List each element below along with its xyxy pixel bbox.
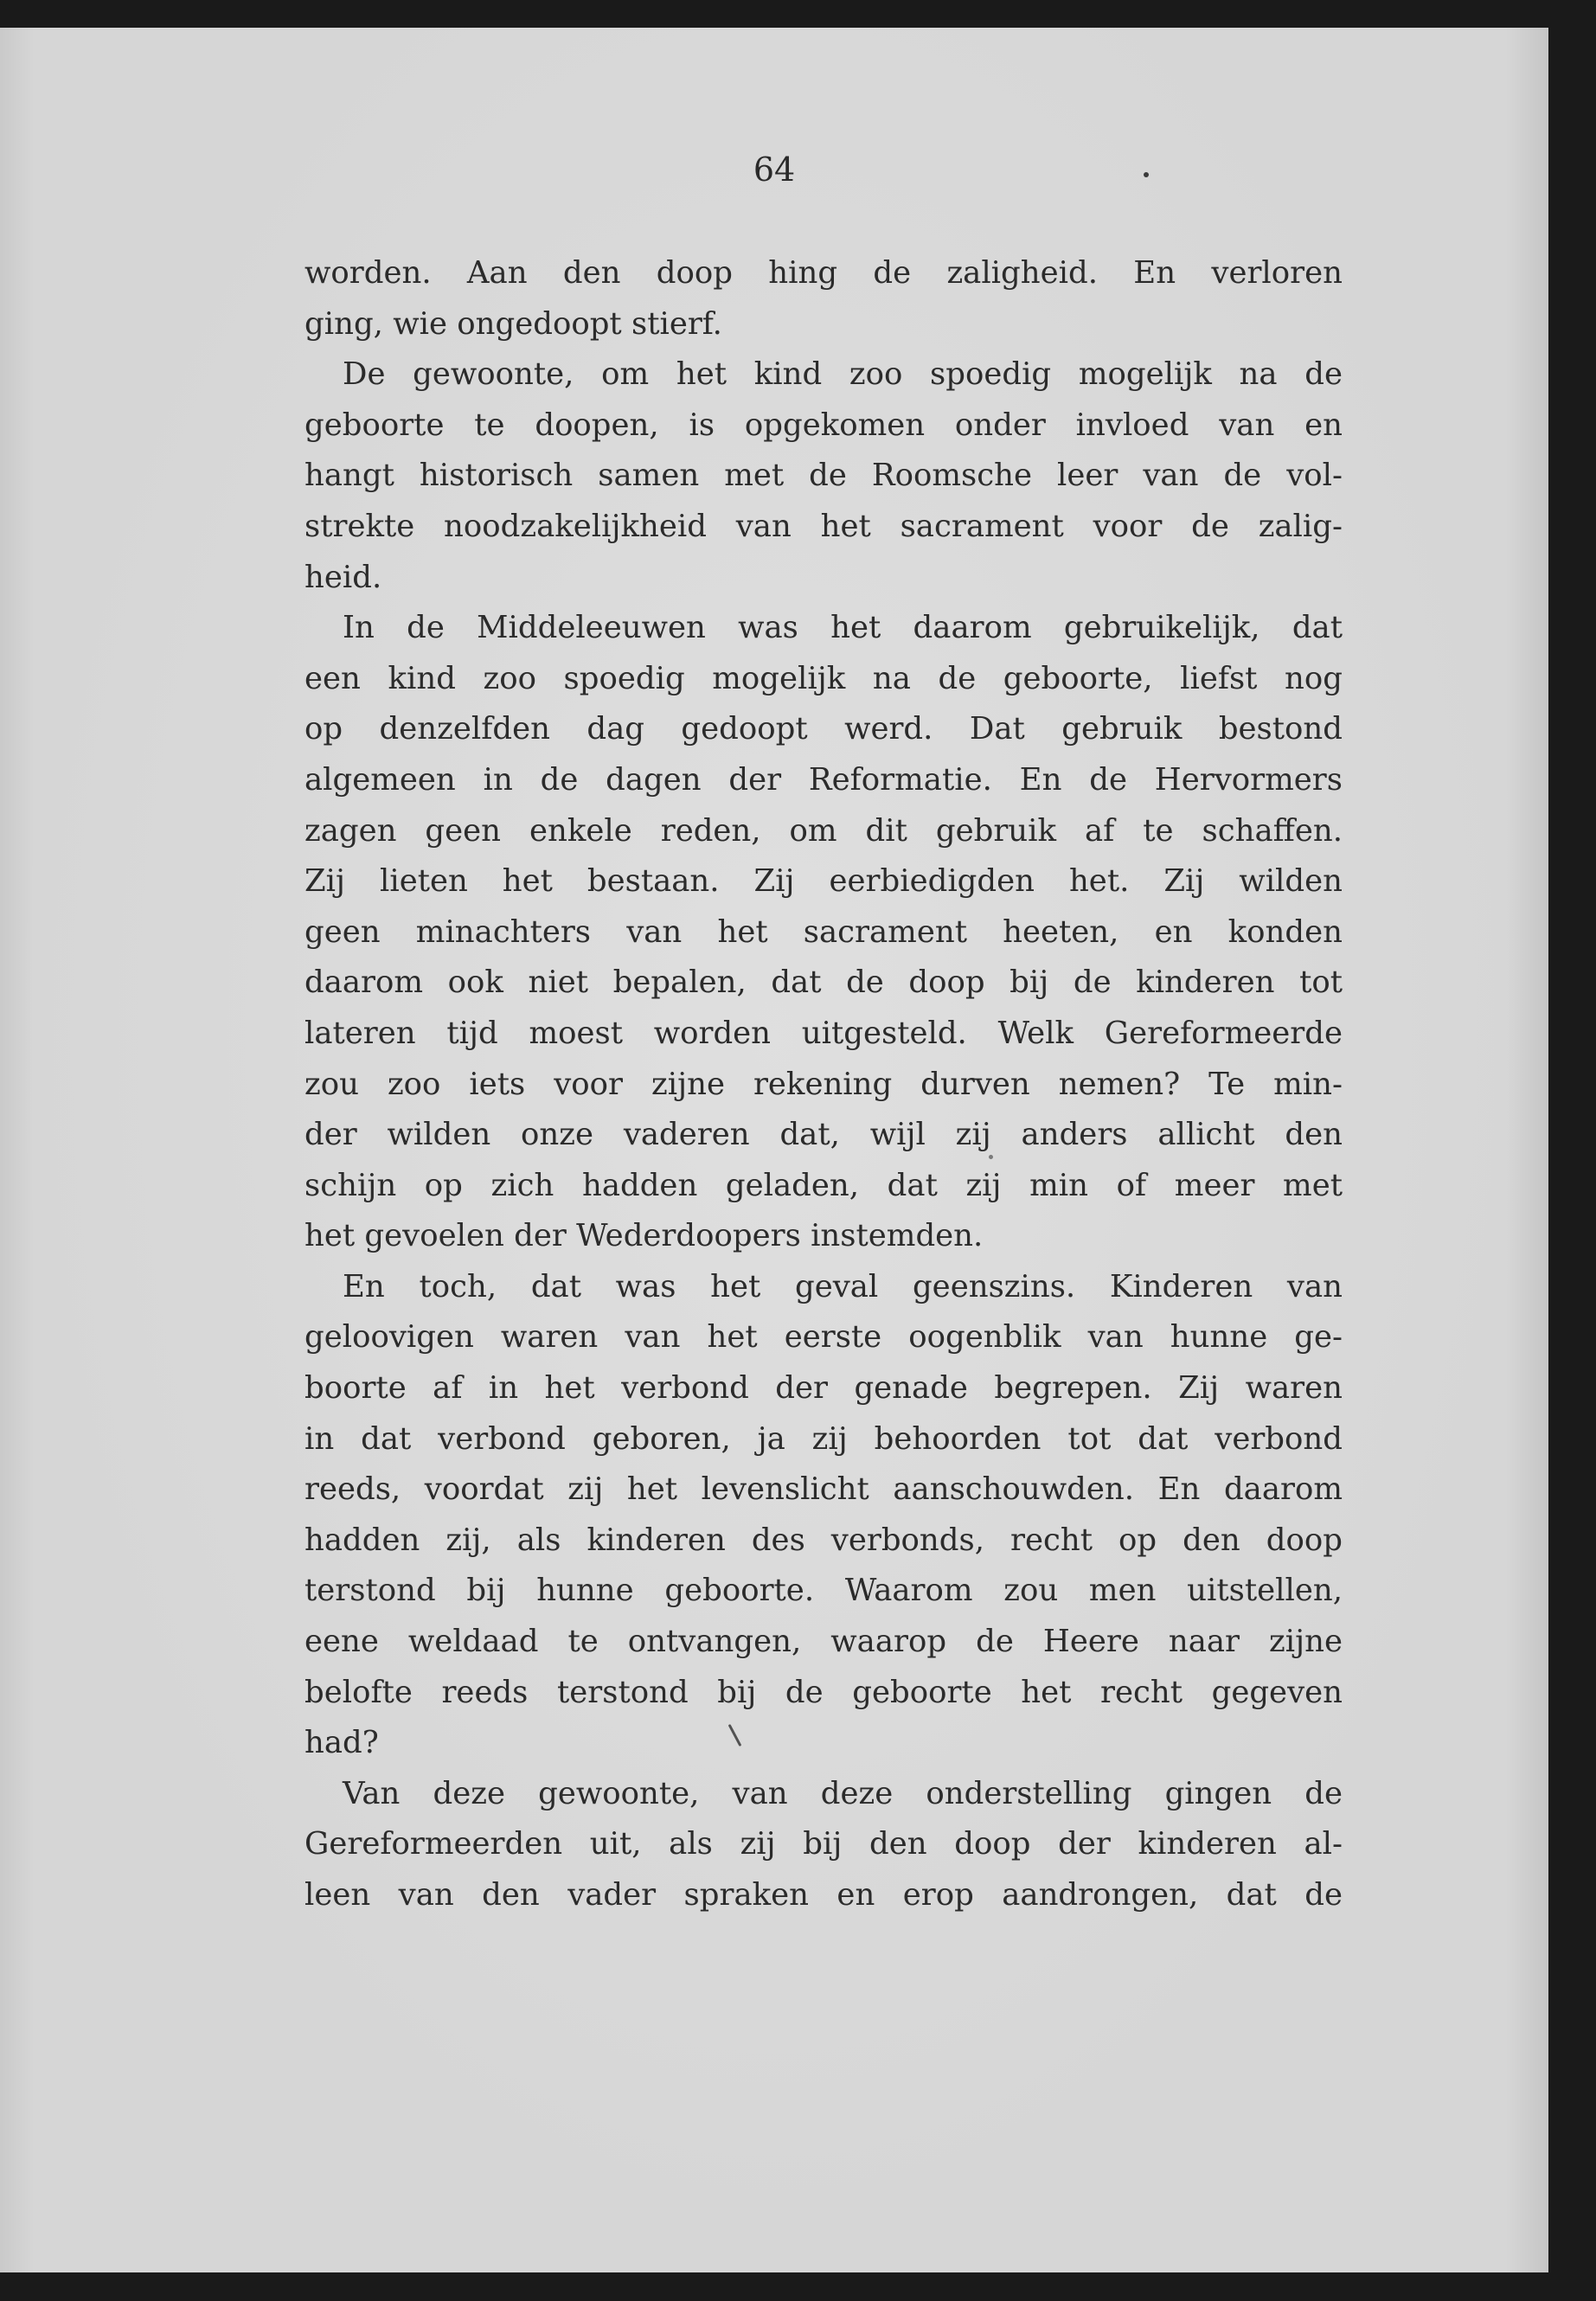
body-text xyxy=(304,248,1343,1921)
text-line: hangt historisch samen met de Roomsche leer van de vol- xyxy=(304,458,1343,494)
text-line: zagen geen enkele reden, om dit gebruik af te schaffen. xyxy=(304,812,1343,849)
text-line: een kind zoo spoedig mogelijk na de geboorte, liefst nog xyxy=(304,660,1343,696)
text-line: eene weldaad te ontvangen, waarop de Heere naar zijne xyxy=(304,1624,1343,1660)
text-line: worden. Aan den doop hing de zaligheid. En verloren xyxy=(304,255,1343,291)
text-line: geloovigen waren van het eerste oogenblik van hunne ge- xyxy=(304,1319,1343,1356)
text-line: Zij lieten het bestaan. Zij eerbiedigden het. Zij wilden xyxy=(304,863,1343,900)
text-line: boorte af in het verbond der genade begrepen. Zij waren xyxy=(304,1370,1343,1407)
text-line: daarom ook niet bepalen, dat de doop bij de kinderen tot xyxy=(304,965,1343,1001)
text-line: had? xyxy=(304,1725,379,1761)
text-line: De gewoonte, om het kind zoo spoedig mogelijk na de xyxy=(343,356,1343,393)
text-line: lateren tijd moest worden uitgesteld. Welk Gereformeerde xyxy=(304,1015,1343,1051)
text-line: het gevoelen der Wederdoopers instemden. xyxy=(304,1218,984,1254)
text-line: reeds, voordat zij het levenslicht aanschouwden. En daarom xyxy=(304,1471,1343,1508)
text-line: algemeen in de dagen der Reformatie. En de Hervormers xyxy=(304,761,1343,798)
paper-speck xyxy=(989,1155,993,1159)
text-line: terstond bij hunne geboorte. Waarom zou men uitstellen, xyxy=(304,1573,1343,1609)
text-line: in dat verbond geboren, ja zij behoorden tot dat verbond xyxy=(304,1420,1343,1457)
text-line: Van deze gewoonte, van deze onderstelling gingen de xyxy=(343,1775,1343,1811)
text-line: ging, wie ongedoopt stierf. xyxy=(304,305,722,342)
text-line: op denzelfden dag gedoopt werd. Dat gebruik bestond xyxy=(304,711,1343,747)
text-line: En toch, dat was het geval geenszins. Kinderen van xyxy=(343,1268,1343,1304)
text-line: strekte noodzakelijkheid van het sacrament voor de zalig- xyxy=(304,508,1343,544)
text-line: In de Middeleeuwen was het daarom gebruikelijk, dat xyxy=(343,610,1343,646)
text-line: schijn op zich hadden geladen, dat zij min of meer met xyxy=(304,1167,1343,1203)
text-line: der wilden onze vaderen dat, wijl zij anders allicht den xyxy=(304,1117,1343,1153)
text-line: zou zoo iets voor zijne rekening durven nemen? Te min- xyxy=(304,1066,1343,1102)
text-line: geboorte te doopen, is opgekomen onder invloed van en xyxy=(304,407,1343,443)
paper-speck xyxy=(1144,172,1149,177)
text-line: hadden zij, als kinderen des verbonds, recht op den doop xyxy=(304,1522,1343,1558)
text-line: geen minachters van het sacrament heeten, en konden xyxy=(304,913,1343,950)
book-page xyxy=(0,28,1548,2272)
text-line: heid. xyxy=(304,559,382,595)
text-line: belofte reeds terstond bij de geboorte het recht gegeven xyxy=(304,1674,1343,1710)
text-line: leen van den vader spraken en erop aandrongen, dat de xyxy=(304,1877,1343,1913)
text-line: Gereformeerden uit, als zij bij den doop der kinderen al- xyxy=(304,1826,1343,1862)
page-number: 64 xyxy=(753,151,796,189)
